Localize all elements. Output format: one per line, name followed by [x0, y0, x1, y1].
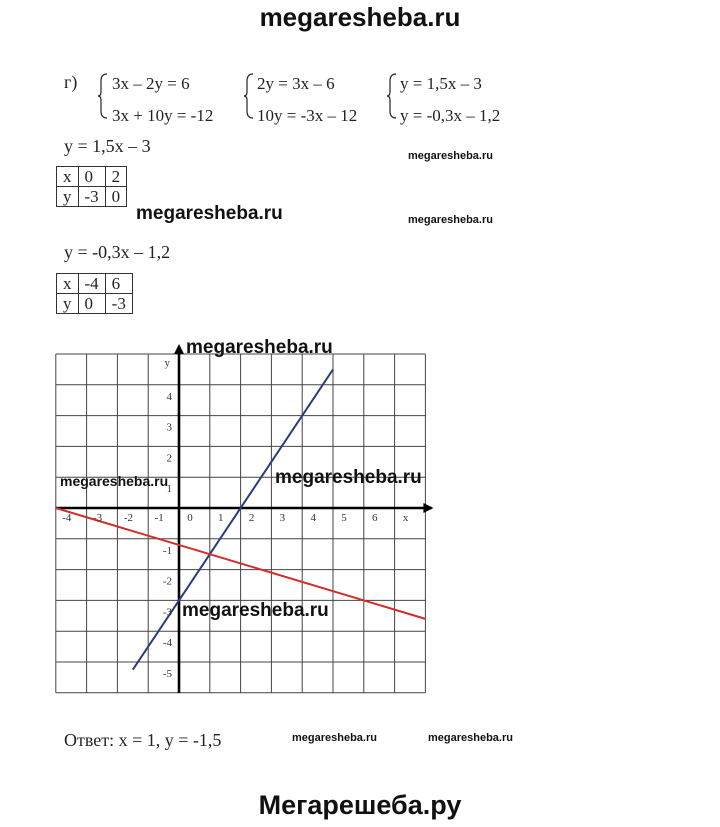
y-tick-label: -5: [162, 668, 172, 680]
y-tick-label: -3: [162, 606, 172, 619]
watermark: megaresheba.ru: [182, 600, 329, 621]
x-tick-label: 0: [187, 512, 193, 524]
y-tick-label: 4: [166, 390, 172, 403]
table-cell: 6: [105, 274, 132, 294]
x-tick-label: 4: [310, 512, 316, 524]
y-tick-label: -1: [162, 544, 172, 557]
site-header-watermark: megaresheba.ru: [259, 2, 461, 32]
system-2-eq-2: 10y = -3x – 12: [257, 106, 358, 125]
system-2-eq-1: 2y = 3x – 6: [257, 74, 335, 93]
table-cell: y: [57, 294, 79, 314]
watermark: megaresheba.ru: [186, 337, 333, 358]
answer: Ответ: x = 1, y = -1,5: [64, 730, 222, 750]
system-3-eq-2: y = -0,3x – 1,2: [400, 106, 501, 125]
x-tick-label: 6: [372, 512, 378, 524]
x-tick-label: x: [402, 512, 409, 524]
watermark: megaresheba.ru: [136, 203, 283, 224]
watermark: megaresheba.ru: [292, 732, 377, 744]
y-axis-label: y: [164, 357, 170, 369]
x-tick-label: 5: [341, 512, 347, 524]
system-3-eq-1: y = 1,5x – 3: [400, 74, 482, 93]
table-cell: 0: [78, 294, 105, 314]
table-cell: 0: [105, 187, 127, 207]
table-cell: 0: [78, 167, 105, 187]
table1-formula: y = 1,5x – 3: [64, 136, 151, 156]
table2-formula: y = -0,3x – 1,2: [64, 242, 171, 262]
site-footer-watermark: Мегарешеба.ру: [258, 790, 462, 820]
table-cell: y: [57, 187, 79, 207]
x-tick-label: 1: [218, 512, 224, 524]
table-cell: -3: [78, 187, 105, 207]
watermark: megaresheba.ru: [275, 467, 422, 488]
watermark: megaresheba.ru: [408, 150, 493, 162]
y-tick-label: 1: [166, 483, 172, 496]
x-tick-label: 3: [279, 512, 286, 524]
y-tick-label: 2: [166, 452, 172, 465]
table-cell: 2: [105, 167, 127, 187]
table-cell: x: [57, 274, 79, 294]
x-tick-label: -1: [154, 512, 164, 524]
x-tick-label: -2: [123, 512, 133, 524]
table-cell: -4: [78, 274, 105, 294]
x-axis-arrow: [423, 503, 433, 513]
table-cell: -3: [105, 294, 132, 314]
system-1-eq-2: 3x + 10y = -12: [112, 106, 214, 125]
system-1-eq-1: 3x – 2y = 6: [112, 74, 190, 93]
y-axis-arrow: [174, 344, 184, 354]
y-tick-label: -4: [162, 637, 172, 650]
problem-label: г): [64, 72, 78, 92]
table-cell: x: [57, 167, 79, 187]
watermark: megaresheba.ru: [408, 214, 493, 226]
x-tick-label: -3: [93, 512, 103, 524]
watermark: megaresheba.ru: [428, 732, 513, 744]
x-tick-label: -4: [62, 512, 72, 524]
x-tick-label: 2: [248, 512, 255, 524]
watermark: megaresheba.ru: [60, 473, 169, 489]
y-tick-label: -2: [162, 575, 172, 588]
y-tick-label: 3: [166, 421, 172, 434]
